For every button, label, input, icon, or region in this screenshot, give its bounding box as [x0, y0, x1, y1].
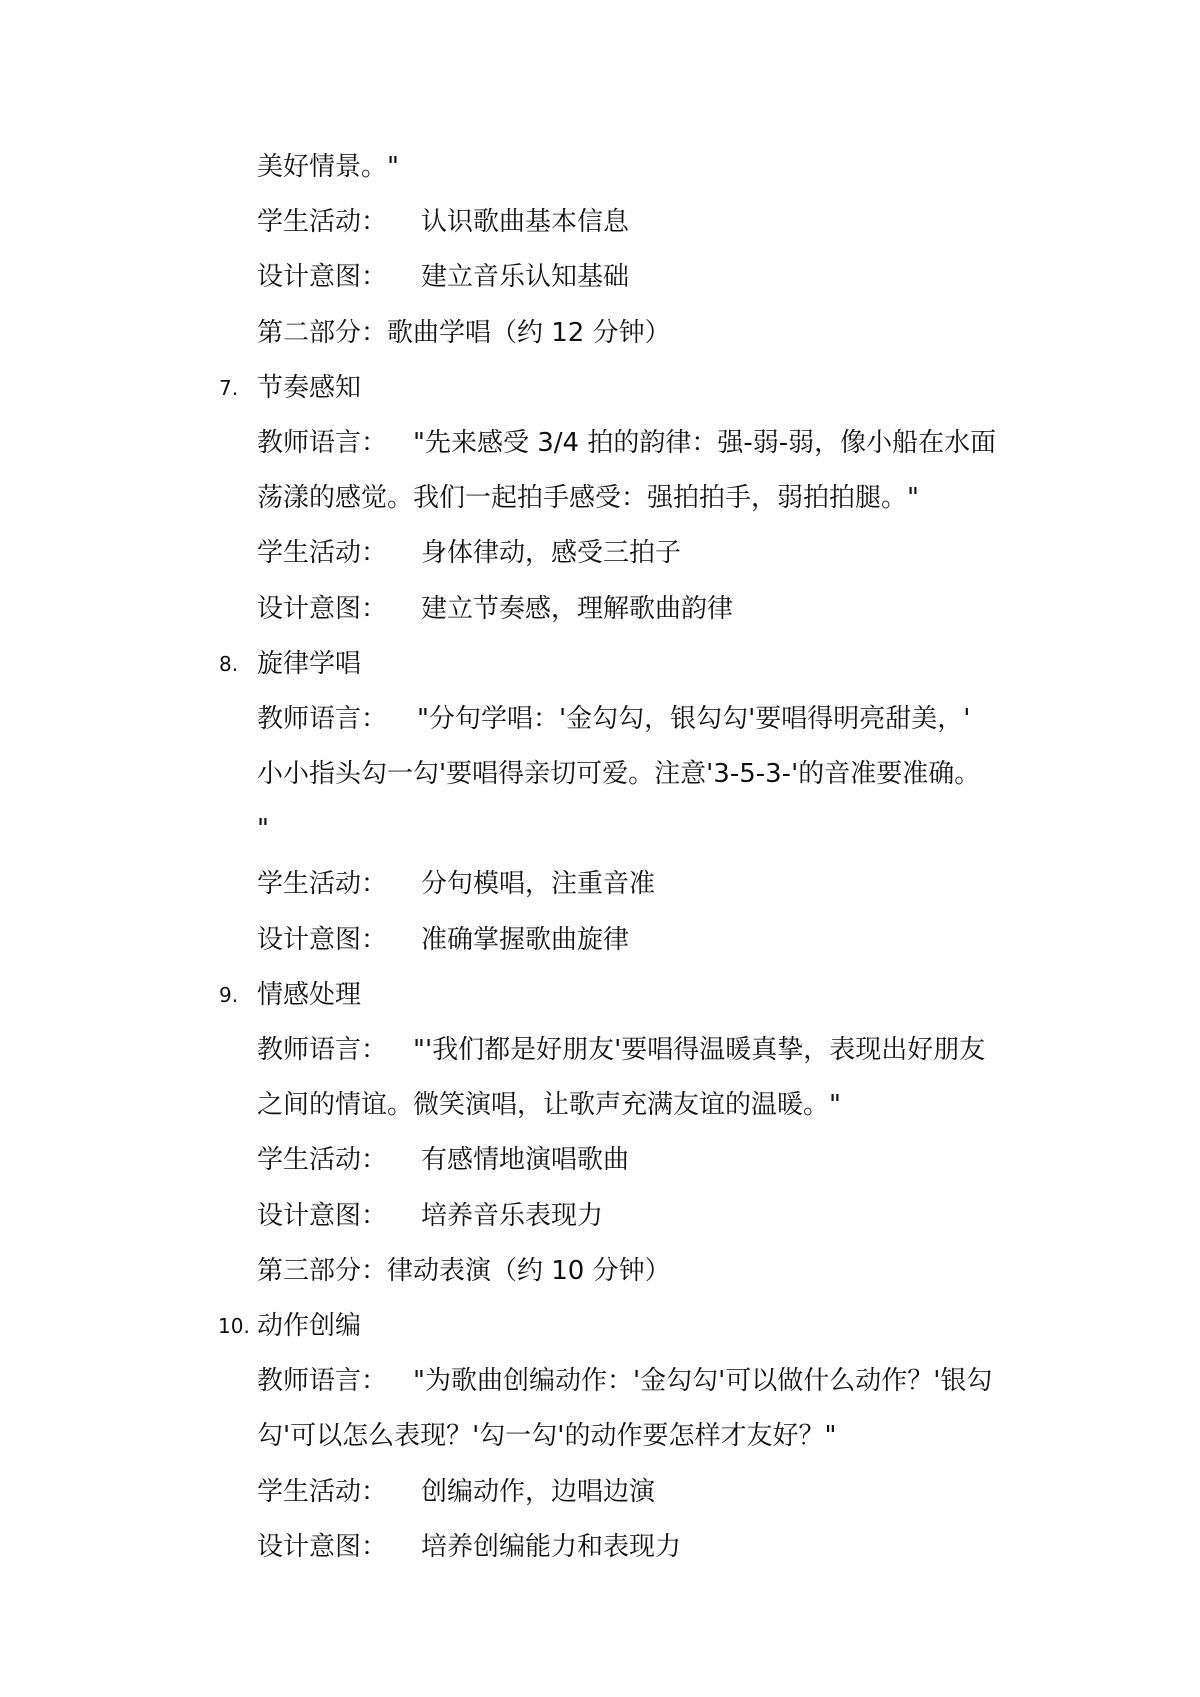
list-item-heading: [0, 361, 1200, 416]
row-value: 培养音乐表现力: [421, 1200, 604, 1231]
section-heading: [0, 306, 1200, 361]
teacher-speech-row: [0, 1023, 1200, 1078]
row-label: 设计意图：: [257, 593, 388, 624]
text: 节奏感知: [257, 372, 362, 403]
paragraph-line: [0, 802, 1200, 857]
design-intent-row: [0, 582, 1200, 637]
list-number: 8.: [219, 651, 239, 676]
row-label: 学生活动：: [257, 538, 388, 569]
text: ": [257, 814, 269, 845]
row-label: 设计意图：: [257, 924, 388, 955]
row-value: 建立节奏感，理解歌曲韵律: [421, 593, 734, 624]
text: 旋律学唱: [257, 648, 362, 679]
row-value: 有感情地演唱歌曲: [421, 1145, 630, 1176]
list-number: 10.: [218, 1313, 250, 1338]
text: 情感处理: [257, 979, 362, 1010]
design-intent-row: [0, 913, 1200, 968]
row-label: 教师语言：: [257, 1366, 388, 1397]
text: 美好情景。": [257, 152, 399, 182]
row-value: 认识歌曲基本信息: [421, 207, 630, 238]
row-value: 培养创编能力和表现力: [421, 1531, 682, 1562]
row-value: 创编动作，边唱边演: [421, 1476, 656, 1507]
design-intent-row: [0, 250, 1200, 305]
row-value: "先来感受 3/4 拍的韵律：强-弱-弱，像小船在水面: [413, 427, 997, 458]
row-value: "'我们都是好朋友'要唱得温暖真挚，表现出好朋友: [413, 1035, 986, 1065]
section-heading: [0, 1244, 1200, 1299]
list-item-heading: [0, 968, 1200, 1023]
student-activity-row: [0, 526, 1200, 581]
text: 第三部分：律动表演（约 10 分钟）: [257, 1255, 671, 1286]
row-value: "为歌曲创编动作：'金勾勾'可以做什么动作？'银勾: [413, 1366, 993, 1397]
paragraph-line: [0, 747, 1200, 802]
design-intent-row: [0, 1520, 1200, 1575]
text: 荡漾的感觉。我们一起拍手感受：强拍拍手，弱拍拍腿。": [257, 483, 919, 514]
text: 勾'可以怎么表现？'勾一勾'的动作要怎样才友好？": [257, 1421, 837, 1452]
student-activity-row: [0, 195, 1200, 250]
text: 小小指头勾一勾'要唱得亲切可爱。注意'3-5-3-'的音准要准确。: [257, 759, 981, 790]
teacher-speech-row: [0, 416, 1200, 471]
student-activity-row: [0, 857, 1200, 912]
text: 第二部分：歌曲学唱（约 12 分钟）: [257, 317, 671, 348]
design-intent-row: [0, 1189, 1200, 1244]
row-label: 设计意图：: [257, 1200, 388, 1231]
row-label: 学生活动：: [257, 207, 388, 238]
teacher-speech-row: [0, 1354, 1200, 1409]
row-value: "分句学唱：'金勾勾，银勾勾'要唱得明亮甜美，': [417, 703, 971, 734]
row-label: 教师语言：: [257, 1035, 388, 1065]
row-label: 设计意图：: [257, 1531, 388, 1562]
list-number: 7.: [219, 375, 239, 400]
student-activity-row: [0, 1133, 1200, 1188]
row-label: 学生活动：: [257, 869, 388, 900]
row-value: 身体律动，感受三拍子: [421, 538, 682, 569]
row-label: 设计意图：: [257, 262, 388, 293]
paragraph-line: [0, 471, 1200, 526]
paragraph-line: [0, 1078, 1200, 1133]
list-number: 9.: [219, 982, 239, 1007]
row-value: 准确掌握歌曲旋律: [421, 924, 630, 955]
text: 之间的情谊。微笑演唱，让歌声充满友谊的温暖。": [257, 1090, 841, 1121]
document-body: [0, 140, 1200, 1575]
teacher-speech-row: [0, 692, 1200, 747]
row-label: 学生活动：: [257, 1476, 388, 1507]
paragraph-line: [0, 140, 1200, 195]
row-label: 教师语言：: [257, 703, 388, 734]
row-label: 教师语言：: [257, 427, 388, 458]
row-value: 分句模唱，注重音准: [421, 869, 656, 900]
text: 动作创编: [257, 1310, 362, 1341]
list-item-heading: [0, 637, 1200, 692]
row-value: 建立音乐认知基础: [421, 262, 630, 293]
student-activity-row: [0, 1465, 1200, 1520]
row-label: 学生活动：: [257, 1145, 388, 1176]
list-item-heading: [0, 1299, 1200, 1354]
paragraph-line: [0, 1409, 1200, 1464]
